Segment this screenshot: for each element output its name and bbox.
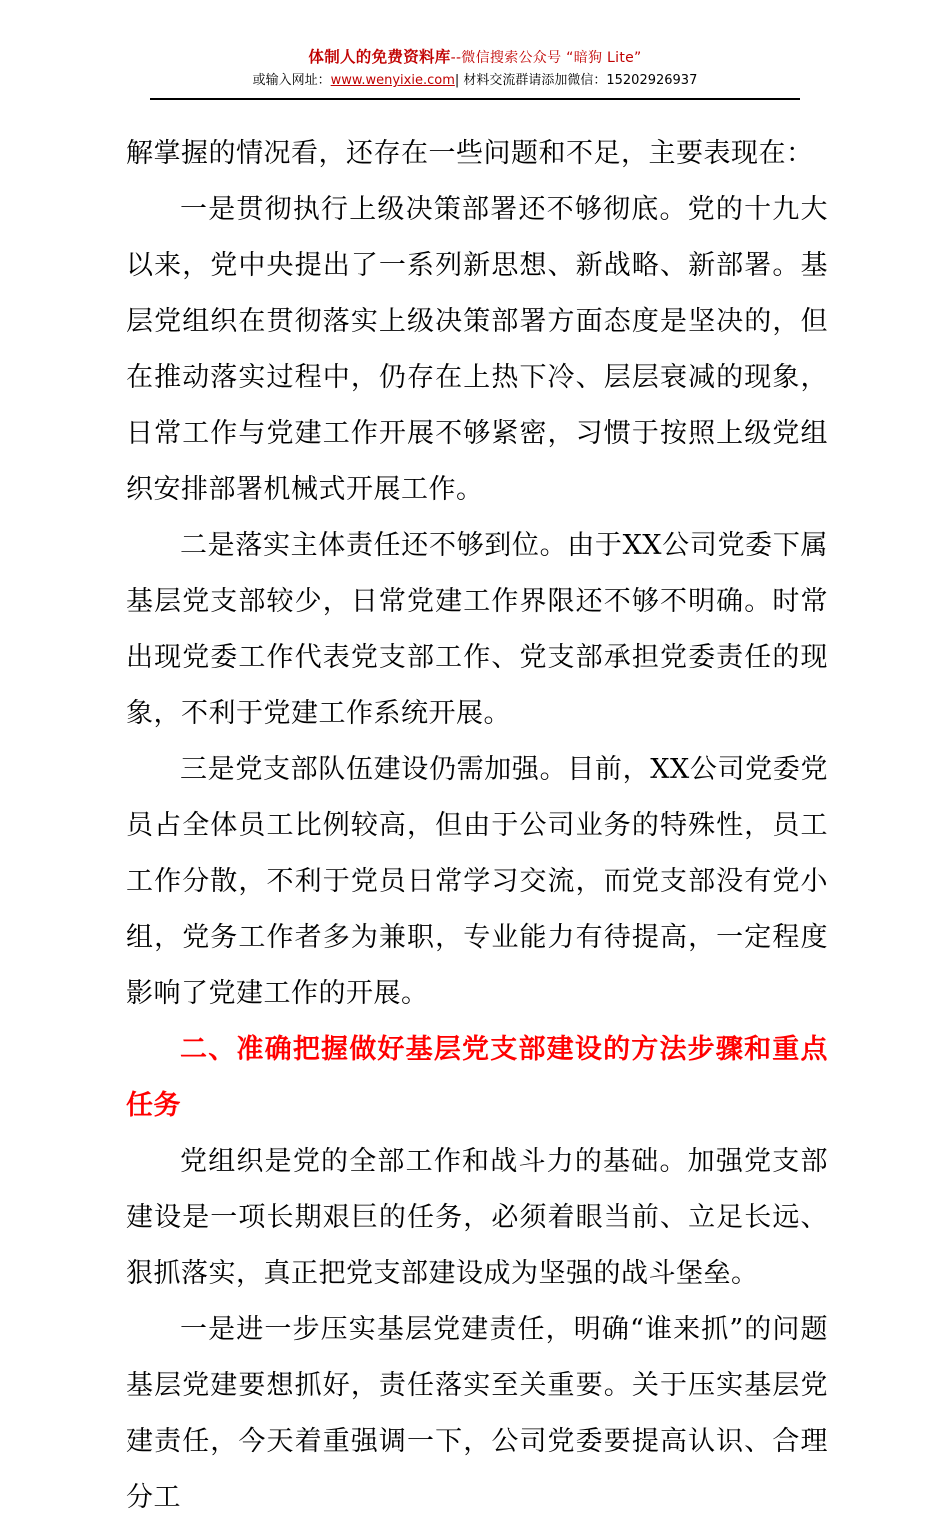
paragraph-measure-1: 一是进一步压实基层党建责任，明确“谁来抓”的问题基层党建要想抓好，责任落实至关重要。关于压实基层党建责任，今天着重强调一下，公司党委要提高认识、合理分工 [126,1314,828,1514]
promo-url-link[interactable]: www.wenyixie.com [330,73,455,89]
promo-title: 体制人的免费资料库 [308,48,451,66]
section-heading-two: 二、准确把握做好基层党支部建设的方法步骤和重点任务 [126,1034,828,1122]
paragraph-issue-1: 一是贯彻执行上级决策部署还不够彻底。党的十九大以来，党中央提出了一系列新思想、新战略、新部署。基层党组织在贯彻落实上级决策部署方面态度是坚决的，但在推动落实过程中，仍存在上热下冷、层层衰减的现象，日常工作与党建工作开展不够紧密，习惯于按照上级党组织安排部署机械式开展工作。 [126,194,828,506]
promo-title-suffix: --微信搜索公众号 “暗狗 Lite” [450,50,642,66]
paragraph-issue-3: 三是党支部队伍建设仍需加强。目前，XX公司党委党员占全体员工比例较高，但由于公司业务的特殊性，员工工作分散，不利于党员日常学习交流，而党支部没有党小组，党务工作者多为兼职，专业能力有待提高，一定程度影响了党建工作的开展。 [126,754,828,1010]
document-body [0,100,950,1526]
paragraph-issue-2: 二是落实主体责任还不够到位。由于XX公司党委下属基层党支部较少，日常党建工作界限还不够不明确。时常出现党委工作代表党支部工作、党支部承担党委责任的现象，不利于党建工作系统开展。 [126,530,828,730]
promo-title-line [0,46,950,69]
promo-subtitle-line [0,71,950,92]
promo-contact-text: | 材料交流群请添加微信：15202926937 [454,73,698,89]
promo-url-prefix: 或输入网址： [252,73,331,89]
paragraph-section-intro: 党组织是党的全部工作和战斗力的基础。加强党支部建设是一项长期艰巨的任务，必须着眼当前、立足长远、狠抓落实，真正把党支部建设成为坚强的战斗堡垒。 [126,1146,828,1290]
promo-header [0,0,950,100]
paragraph-continued: 解掌握的情况看，还存在一些问题和不足，主要表现在： [126,138,814,170]
